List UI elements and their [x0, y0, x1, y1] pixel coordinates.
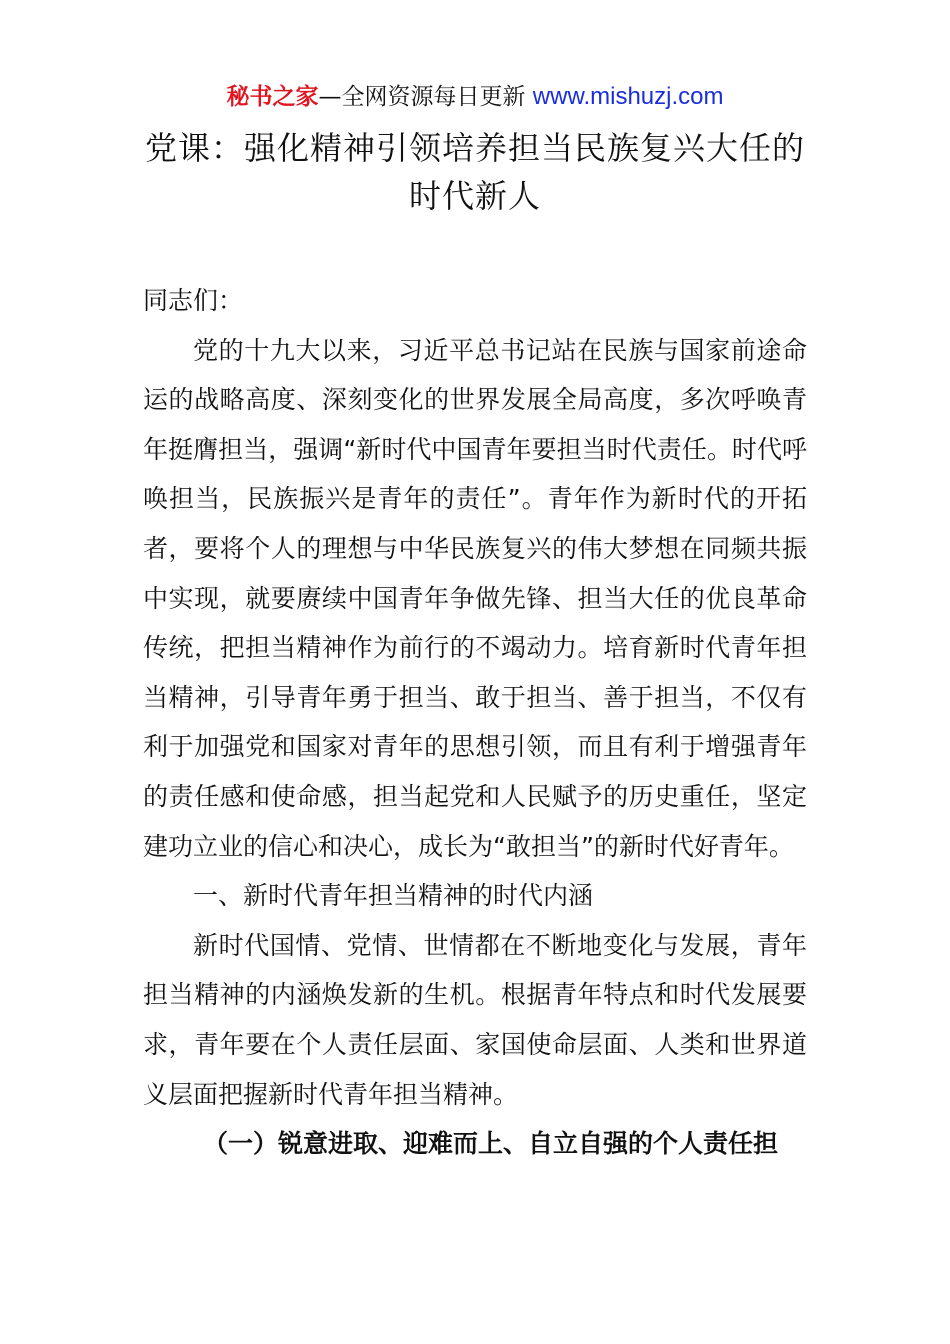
- body-paragraph: 党的十九大以来，习近平总书记站在民族与国家前途命运的战略高度、深刻变化的世界发展全局高度，多次呼唤青年挺膺担当，强调“新时代中国青年要担当时代责任。时代呼唤担当，民族振兴是青年的责任”。青年作为新时代的开拓者，要将个人的理想与中华民族复兴的伟大梦想在同频共振中实现，就要赓续中国青年争做先锋、担当大任的优良革命传统，把担当精神作为前行的不竭动力。培育新时代青年担当精神，引导青年勇于担当、敢于担当、善于担当，不仅有利于加强党和国家对青年的思想引领，而且有利于增强青年的责任感和使命感，担当起党和人民赋予的历史重任，坚定建功立业的信心和决心，成长为“敢担当”的新时代好青年。: [143, 335, 807, 861]
- section-heading: 一、新时代青年担当精神的时代内涵: [193, 881, 594, 911]
- site-banner: [0, 80, 950, 114]
- document-title: 党课：强化精神引领培养担当民族复兴大任的时代新人: [144, 129, 805, 215]
- site-url-link[interactable]: www.mishuzj.com: [532, 83, 724, 110]
- body-paragraph: 新时代国情、党情、世情都在不断地变化与发展，青年担当精神的内涵焕发新的生机。根据青年特点和时代发展要求，青年要在个人责任层面、家国使命层面、人类和世界道义层面把握新时代青年担当精神。: [143, 930, 807, 1109]
- site-tagline: —全网资源每日更新: [318, 84, 533, 110]
- salutation: 同志们：: [143, 286, 244, 315]
- subsection-heading: （一）锐意进取、迎难而上、自立自强的个人责任担: [203, 1129, 779, 1159]
- site-name: 秘书之家: [226, 84, 319, 110]
- document-body: [143, 276, 807, 1169]
